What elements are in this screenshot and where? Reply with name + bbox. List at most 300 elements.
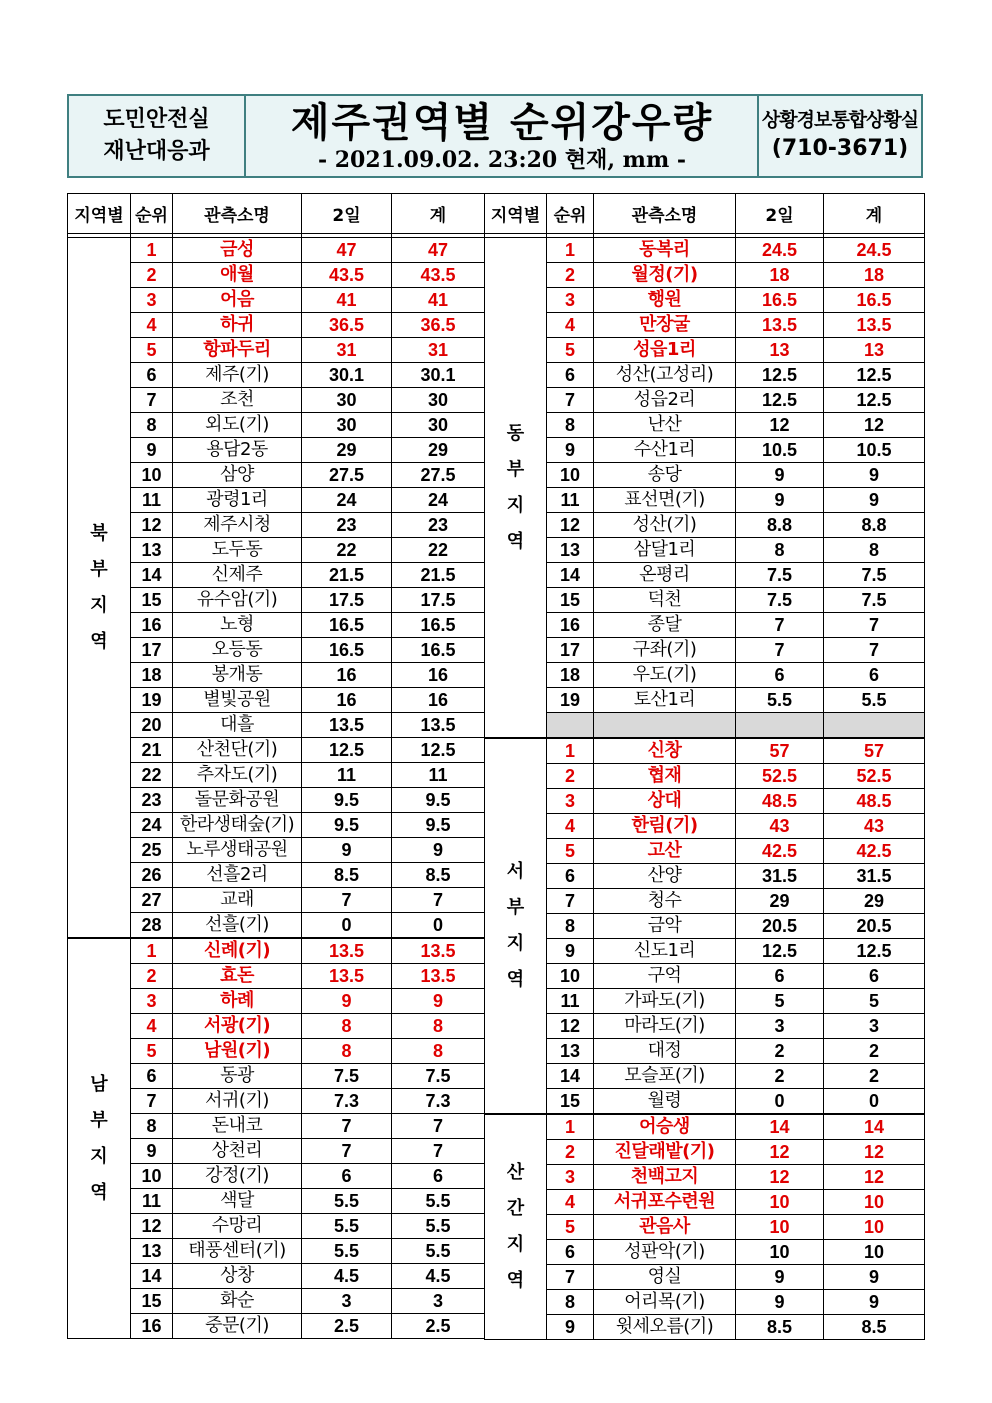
empty-cell [736, 713, 824, 739]
station-name: 노루생태공원 [173, 838, 302, 863]
rank-cell: 8 [131, 413, 173, 438]
day-rainfall: 13.5 [302, 713, 392, 738]
table-row [485, 238, 925, 263]
column-header-rank: 순위 [131, 194, 173, 234]
rank-cell: 11 [131, 1189, 173, 1214]
office-phone: (710-3671) [771, 136, 909, 161]
rank-cell: 4 [131, 313, 173, 338]
day-rainfall: 12 [736, 413, 824, 438]
total-rainfall: 16 [392, 663, 485, 688]
day-rainfall: 42.5 [736, 839, 824, 864]
total-rainfall: 30.1 [392, 363, 485, 388]
total-rainfall: 4.5 [392, 1264, 485, 1289]
total-rainfall: 10 [824, 1240, 925, 1265]
table-row [485, 914, 925, 939]
table-row [68, 588, 485, 613]
total-rainfall: 7.3 [392, 1089, 485, 1114]
table-row [485, 864, 925, 889]
day-rainfall: 7 [736, 613, 824, 638]
station-name: 천백고지 [594, 1165, 736, 1190]
day-rainfall: 31 [302, 338, 392, 363]
station-name: 행원 [594, 288, 736, 313]
rank-cell: 23 [131, 788, 173, 813]
total-rainfall: 47 [392, 238, 485, 263]
rank-cell: 13 [547, 538, 594, 563]
table-row [485, 588, 925, 613]
station-name: 고산 [594, 839, 736, 864]
station-name: 하례 [173, 989, 302, 1014]
day-rainfall: 12.5 [736, 363, 824, 388]
day-rainfall: 7.3 [302, 1089, 392, 1114]
table-row [68, 388, 485, 413]
table-row [485, 1190, 925, 1215]
station-name: 영실 [594, 1265, 736, 1290]
table-row [68, 738, 485, 763]
station-name: 산천단(기) [173, 738, 302, 763]
day-rainfall: 5.5 [302, 1239, 392, 1264]
total-rainfall: 16 [392, 688, 485, 713]
table-row [68, 313, 485, 338]
table-row [68, 1314, 485, 1339]
rank-cell: 12 [131, 513, 173, 538]
station-name: 태풍센터(기) [173, 1239, 302, 1264]
table-row [485, 438, 925, 463]
day-rainfall: 30.1 [302, 363, 392, 388]
day-rainfall: 30 [302, 388, 392, 413]
day-rainfall: 7.5 [736, 588, 824, 613]
total-rainfall: 7.5 [392, 1064, 485, 1089]
station-name: 오등동 [173, 638, 302, 663]
day-rainfall: 12.5 [736, 939, 824, 964]
total-rainfall: 8 [824, 538, 925, 563]
station-name: 산양 [594, 864, 736, 889]
table-header-row [485, 194, 925, 234]
total-rainfall: 8.5 [392, 863, 485, 888]
total-rainfall: 42.5 [824, 839, 925, 864]
total-rainfall: 9.5 [392, 788, 485, 813]
day-rainfall: 29 [736, 889, 824, 914]
station-name: 제주(기) [173, 363, 302, 388]
table-row [68, 663, 485, 688]
table-row [68, 438, 485, 463]
rank-cell: 13 [547, 1039, 594, 1064]
total-rainfall: 14 [824, 1114, 925, 1140]
rank-cell: 14 [131, 563, 173, 588]
day-rainfall: 9.5 [302, 788, 392, 813]
rank-cell: 6 [547, 363, 594, 388]
day-rainfall: 13 [736, 338, 824, 363]
total-rainfall: 10.5 [824, 438, 925, 463]
rank-cell: 13 [131, 1239, 173, 1264]
table-row [485, 538, 925, 563]
day-rainfall: 2.5 [302, 1314, 392, 1339]
station-name: 만장굴 [594, 313, 736, 338]
station-name: 어리목(기) [594, 1290, 736, 1315]
department-box [69, 96, 246, 176]
station-name: 마라도(기) [594, 1014, 736, 1039]
day-rainfall: 9 [736, 463, 824, 488]
day-rainfall: 7 [736, 638, 824, 663]
total-rainfall: 8.5 [824, 1315, 925, 1340]
table-row [485, 413, 925, 438]
table-row [68, 1064, 485, 1089]
column-header-rank: 순위 [547, 194, 594, 234]
report-title: 제주권역별 순위강우량 [290, 100, 714, 146]
column-header-total: 계 [392, 194, 485, 234]
day-rainfall: 3 [736, 1014, 824, 1039]
total-rainfall: 52.5 [824, 764, 925, 789]
station-name: 종달 [594, 613, 736, 638]
rank-cell: 14 [547, 563, 594, 588]
day-rainfall: 5.5 [302, 1189, 392, 1214]
station-name: 가파도(기) [594, 989, 736, 1014]
rainfall-table-right [484, 193, 925, 1340]
rank-cell: 7 [547, 889, 594, 914]
table-row [485, 764, 925, 789]
station-name: 진달래밭(기) [594, 1140, 736, 1165]
day-rainfall: 16.5 [302, 613, 392, 638]
station-name: 토산1리 [594, 688, 736, 713]
day-rainfall: 48.5 [736, 789, 824, 814]
day-rainfall: 8 [302, 1039, 392, 1064]
total-rainfall: 7.5 [824, 588, 925, 613]
station-name: 성판악(기) [594, 1240, 736, 1265]
total-rainfall: 43 [824, 814, 925, 839]
station-name: 서귀(기) [173, 1089, 302, 1114]
station-name: 대흘 [173, 713, 302, 738]
table-row [68, 913, 485, 939]
table-row [485, 738, 925, 764]
table-row [485, 463, 925, 488]
station-name: 서광(기) [173, 1014, 302, 1039]
total-rainfall: 6 [824, 964, 925, 989]
table-row [68, 563, 485, 588]
day-rainfall: 9 [736, 488, 824, 513]
rank-cell: 24 [131, 813, 173, 838]
station-name: 화순 [173, 1289, 302, 1314]
day-rainfall: 10 [736, 1240, 824, 1265]
table-row [68, 763, 485, 788]
station-name: 봉개동 [173, 663, 302, 688]
station-name: 성읍2리 [594, 388, 736, 413]
table-row [68, 964, 485, 989]
rank-cell: 6 [131, 363, 173, 388]
day-rainfall: 10.5 [736, 438, 824, 463]
total-rainfall: 8 [392, 1014, 485, 1039]
rank-cell: 3 [131, 288, 173, 313]
day-rainfall: 2 [736, 1064, 824, 1089]
total-rainfall: 30 [392, 388, 485, 413]
day-rainfall: 5.5 [302, 1214, 392, 1239]
day-rainfall: 6 [302, 1164, 392, 1189]
total-rainfall: 2 [824, 1064, 925, 1089]
rank-cell: 8 [547, 1290, 594, 1315]
day-rainfall: 7 [302, 1139, 392, 1164]
rank-cell: 16 [131, 613, 173, 638]
day-rainfall: 16 [302, 688, 392, 713]
total-rainfall: 7 [824, 613, 925, 638]
total-rainfall: 57 [824, 738, 925, 764]
day-rainfall: 22 [302, 538, 392, 563]
day-rainfall: 0 [302, 913, 392, 939]
rank-cell: 10 [131, 463, 173, 488]
day-rainfall: 8.5 [302, 863, 392, 888]
office-name: 상황경보통합상황실 [761, 109, 919, 131]
total-rainfall: 48.5 [824, 789, 925, 814]
table-row [68, 1239, 485, 1264]
rank-cell: 9 [547, 939, 594, 964]
region-label: 북 부 지 역 [68, 238, 131, 939]
station-name: 교래 [173, 888, 302, 913]
day-rainfall: 5.5 [736, 688, 824, 713]
day-rainfall: 16.5 [736, 288, 824, 313]
station-name: 제주시청 [173, 513, 302, 538]
rank-cell: 5 [547, 338, 594, 363]
rank-cell: 2 [131, 964, 173, 989]
column-header-station: 관측소명 [594, 194, 736, 234]
table-row [485, 1240, 925, 1265]
station-name: 중문(기) [173, 1314, 302, 1339]
rank-cell: 18 [131, 663, 173, 688]
table-row [485, 1290, 925, 1315]
column-header-station: 관측소명 [173, 194, 302, 234]
table-row [485, 1265, 925, 1290]
rank-cell: 1 [131, 238, 173, 263]
rank-cell: 15 [131, 1289, 173, 1314]
station-name: 한림(기) [594, 814, 736, 839]
station-name: 구좌(기) [594, 638, 736, 663]
day-rainfall: 12.5 [736, 388, 824, 413]
station-name: 우도(기) [594, 663, 736, 688]
rank-cell: 3 [547, 789, 594, 814]
station-name: 월정(기) [594, 263, 736, 288]
table-row [485, 1215, 925, 1240]
region-label: 산 간 지 역 [485, 1114, 547, 1340]
station-name: 동복리 [594, 238, 736, 263]
station-name: 청수 [594, 889, 736, 914]
rank-cell: 7 [131, 388, 173, 413]
region-label: 서 부 지 역 [485, 738, 547, 1114]
day-rainfall: 12.5 [302, 738, 392, 763]
day-rainfall: 13.5 [302, 938, 392, 964]
total-rainfall: 31 [392, 338, 485, 363]
rank-cell: 19 [131, 688, 173, 713]
table-row [68, 788, 485, 813]
station-name: 어음 [173, 288, 302, 313]
total-rainfall: 21.5 [392, 563, 485, 588]
region-label: 동 부 지 역 [485, 238, 547, 739]
rank-cell: 9 [547, 438, 594, 463]
station-name: 성읍1리 [594, 338, 736, 363]
table-row [485, 288, 925, 313]
station-name: 어승생 [594, 1114, 736, 1140]
total-rainfall: 7 [392, 1114, 485, 1139]
table-row [68, 713, 485, 738]
day-rainfall: 23 [302, 513, 392, 538]
table-row [68, 1214, 485, 1239]
day-rainfall: 47 [302, 238, 392, 263]
report-header [67, 94, 923, 178]
rank-cell: 8 [131, 1114, 173, 1139]
day-rainfall: 6 [736, 663, 824, 688]
rank-cell: 5 [547, 1215, 594, 1240]
rank-cell: 16 [131, 1314, 173, 1339]
total-rainfall: 16.5 [392, 638, 485, 663]
total-rainfall: 10 [824, 1215, 925, 1240]
total-rainfall: 0 [824, 1089, 925, 1115]
table-row [485, 1039, 925, 1064]
station-name: 애월 [173, 263, 302, 288]
day-rainfall: 2 [736, 1039, 824, 1064]
table-row [68, 1264, 485, 1289]
table-row [485, 1089, 925, 1115]
day-rainfall: 6 [736, 964, 824, 989]
total-rainfall: 36.5 [392, 313, 485, 338]
rank-cell: 15 [131, 588, 173, 613]
station-name: 돈내코 [173, 1114, 302, 1139]
day-rainfall: 7.5 [302, 1064, 392, 1089]
table-row [485, 814, 925, 839]
station-name: 한라생태숲(기) [173, 813, 302, 838]
table-row [485, 363, 925, 388]
table-row [68, 538, 485, 563]
table-row [68, 1189, 485, 1214]
rank-cell: 6 [131, 1064, 173, 1089]
rank-cell: 7 [131, 1089, 173, 1114]
total-rainfall: 5.5 [392, 1189, 485, 1214]
rank-cell: 11 [547, 488, 594, 513]
table-row [485, 1140, 925, 1165]
rank-cell: 4 [547, 1190, 594, 1215]
total-rainfall: 16.5 [824, 288, 925, 313]
day-rainfall: 41 [302, 288, 392, 313]
station-name: 상창 [173, 1264, 302, 1289]
station-name: 용담2동 [173, 438, 302, 463]
rank-cell: 19 [547, 688, 594, 713]
total-rainfall: 16.5 [392, 613, 485, 638]
empty-row [485, 713, 925, 739]
table-row [68, 888, 485, 913]
total-rainfall: 12.5 [824, 388, 925, 413]
table-header-row [68, 194, 485, 234]
rank-cell: 9 [131, 438, 173, 463]
table-row [68, 513, 485, 538]
table-row [68, 1139, 485, 1164]
total-rainfall: 7.5 [824, 563, 925, 588]
rank-cell: 3 [131, 989, 173, 1014]
day-rainfall: 18 [736, 263, 824, 288]
rank-cell: 10 [547, 463, 594, 488]
total-rainfall: 12.5 [392, 738, 485, 763]
station-name: 남원(기) [173, 1039, 302, 1064]
rank-cell: 21 [131, 738, 173, 763]
day-rainfall: 57 [736, 738, 824, 764]
total-rainfall: 9.5 [392, 813, 485, 838]
station-name: 삼달1리 [594, 538, 736, 563]
total-rainfall: 29 [392, 438, 485, 463]
table-row [68, 813, 485, 838]
table-row [68, 838, 485, 863]
table-row [68, 413, 485, 438]
title-box [246, 96, 758, 176]
day-rainfall: 8 [736, 538, 824, 563]
table-row [68, 1114, 485, 1139]
table-row [485, 613, 925, 638]
total-rainfall: 13.5 [392, 964, 485, 989]
station-name: 금성 [173, 238, 302, 263]
rank-cell: 18 [547, 663, 594, 688]
column-header-region: 지역별 [485, 194, 547, 234]
day-rainfall: 13.5 [302, 964, 392, 989]
rank-cell: 6 [547, 1240, 594, 1265]
day-rainfall: 11 [302, 763, 392, 788]
total-rainfall: 30 [392, 413, 485, 438]
table-row [485, 488, 925, 513]
day-rainfall: 31.5 [736, 864, 824, 889]
rank-cell: 26 [131, 863, 173, 888]
station-name: 난산 [594, 413, 736, 438]
table-row [68, 263, 485, 288]
table-row [485, 839, 925, 864]
total-rainfall: 27.5 [392, 463, 485, 488]
station-name: 협재 [594, 764, 736, 789]
rank-cell: 11 [131, 488, 173, 513]
day-rainfall: 43.5 [302, 263, 392, 288]
table-row [68, 1039, 485, 1064]
total-rainfall: 5.5 [392, 1239, 485, 1264]
day-rainfall: 21.5 [302, 563, 392, 588]
rank-cell: 9 [547, 1315, 594, 1340]
contact-box [757, 96, 921, 176]
rank-cell: 6 [547, 864, 594, 889]
rank-cell: 1 [131, 938, 173, 964]
rank-cell: 11 [547, 989, 594, 1014]
total-rainfall: 7 [392, 888, 485, 913]
table-row [68, 1089, 485, 1114]
rank-cell: 1 [547, 238, 594, 263]
rank-cell: 5 [131, 1039, 173, 1064]
table-row [68, 1014, 485, 1039]
rank-cell: 27 [131, 888, 173, 913]
empty-cell [824, 713, 925, 739]
total-rainfall: 9 [824, 1290, 925, 1315]
rank-cell: 8 [547, 914, 594, 939]
rank-cell: 7 [547, 388, 594, 413]
station-name: 추자도(기) [173, 763, 302, 788]
rank-cell: 4 [547, 313, 594, 338]
station-name: 온평리 [594, 563, 736, 588]
station-name: 유수암(기) [173, 588, 302, 613]
station-name: 상대 [594, 789, 736, 814]
station-name: 송당 [594, 463, 736, 488]
table-row [485, 939, 925, 964]
rank-cell: 2 [547, 1140, 594, 1165]
rank-cell: 8 [547, 413, 594, 438]
station-name: 노형 [173, 613, 302, 638]
day-rainfall: 10 [736, 1190, 824, 1215]
rank-cell: 12 [547, 513, 594, 538]
day-rainfall: 5 [736, 989, 824, 1014]
total-rainfall: 20.5 [824, 914, 925, 939]
table-row [485, 964, 925, 989]
table-row [68, 488, 485, 513]
total-rainfall: 12 [824, 1140, 925, 1165]
day-rainfall: 9 [736, 1290, 824, 1315]
total-rainfall: 9 [824, 1265, 925, 1290]
rank-cell: 9 [131, 1139, 173, 1164]
station-name: 성산(기) [594, 513, 736, 538]
station-name: 수망리 [173, 1214, 302, 1239]
